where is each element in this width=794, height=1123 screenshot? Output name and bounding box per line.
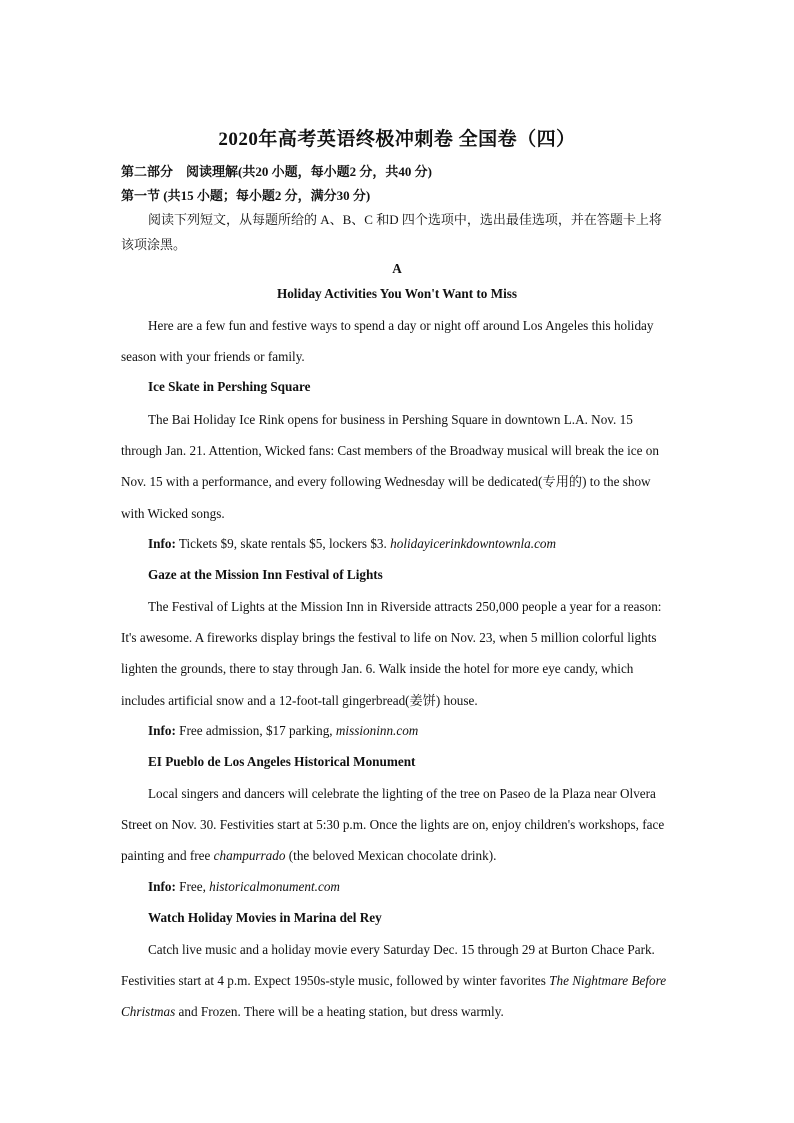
- item-heading-pueblo: EI Pueblo de Los Angeles Historical Monument: [148, 754, 416, 769]
- item-info-pueblo: [148, 879, 340, 895]
- item-body-festival-lights: [121, 591, 674, 716]
- item-body-text: Local singers and dancers will celebrate the lighting of the tree on Paseo de la Plaza near Olvera Street on Nov. 30. Festivities start at 5:30 p.m. Once the lights are on, enjoy children's workshops, face painting and free: [121, 786, 665, 864]
- item-body-text: The Bai Holiday Ice Rink opens for business in Pershing Square in downtown L.A. Nov. 15 through Jan. 21. Attention, Wicked fans: Cast members of the Broadway musical will break the ice on Nov. 15 with a performance, and every following Wednesday will be dedicated(专用的) to the show with Wicked songs.: [121, 412, 659, 521]
- info-label: Info:: [148, 879, 176, 894]
- item-info-ice-skate: [148, 536, 556, 552]
- intro-text: Here are a few fun and festive ways to spend a day or night off around Los Angeles this holiday season with your friends or family.: [121, 318, 654, 365]
- exam-title: 2020年高考英语终极冲刺卷 全国卷（四）: [218, 129, 576, 150]
- section-heading: 第一节 (共15 小题；每小题2 分，满分30 分): [121, 188, 371, 203]
- item-heading-movies: Watch Holiday Movies in Marina del Rey: [148, 910, 382, 925]
- item-body-pueblo: [121, 778, 674, 872]
- info-text: Tickets $9, skate rentals $5, lockers $3.: [175, 536, 391, 551]
- info-link[interactable]: missioninn.com: [335, 723, 419, 738]
- item-body-text-end: and Frozen. There will be a heating station, but dress warmly.: [175, 1004, 504, 1020]
- item-body-text-end: (the beloved Mexican chocolate drink).: [285, 848, 497, 864]
- instruction-text: [121, 207, 674, 257]
- info-label: Info:: [148, 536, 176, 551]
- item-body-movies: [121, 934, 674, 1028]
- item-heading-festival-lights: Gaze at the Mission Inn Festival of Lights: [148, 567, 383, 582]
- intro-paragraph: [121, 310, 674, 372]
- instruction-content: 阅读下列短文，从每题所给的 A、B、C 和D 四个选项中，选出最佳选项，并在答题卡上将该项涂黑。: [121, 212, 662, 252]
- info-link[interactable]: holidayicerinkdowntownla.com: [390, 536, 557, 551]
- info-link[interactable]: historicalmonument.com: [209, 879, 340, 894]
- info-text: Free admission, $17 parking,: [175, 723, 336, 738]
- item-heading-ice-skate: Ice Skate in Pershing Square: [148, 379, 311, 394]
- item-body-text: Catch live music and a holiday movie every Saturday Dec. 15 through 29 at Burton Chace Park. Festivities start at 4 p.m. Expect 1950s-style music, followed by winter favorites: [121, 942, 655, 989]
- item-body-italic: champurrado: [213, 848, 286, 864]
- item-body-ice-skate: [121, 404, 674, 529]
- part-heading: 第二部分 阅读理解(共20 小题，每小题2 分，共40 分): [121, 164, 432, 179]
- passage-title: Holiday Activities You Won't Want to Miss: [276, 286, 518, 301]
- info-label: Info:: [148, 723, 176, 738]
- item-body-text: The Festival of Lights at the Mission Inn in Riverside attracts 250,000 people a year for a reason: It's awesome. A fireworks display brings the festival to life on Nov. 23, when 5 million colorful lights lighten the grounds, there to stay through Jan. 6. Walk inside the hotel for more eye candy, which includes artificial snow and a 12-foot-tall gingerbread(姜饼) house.: [121, 599, 662, 708]
- passage-letter: A: [392, 261, 402, 276]
- item-body-italic: The Nightmare Before Christmas: [121, 973, 667, 1020]
- info-text: Free,: [175, 879, 210, 894]
- item-info-festival-lights: [148, 723, 418, 739]
